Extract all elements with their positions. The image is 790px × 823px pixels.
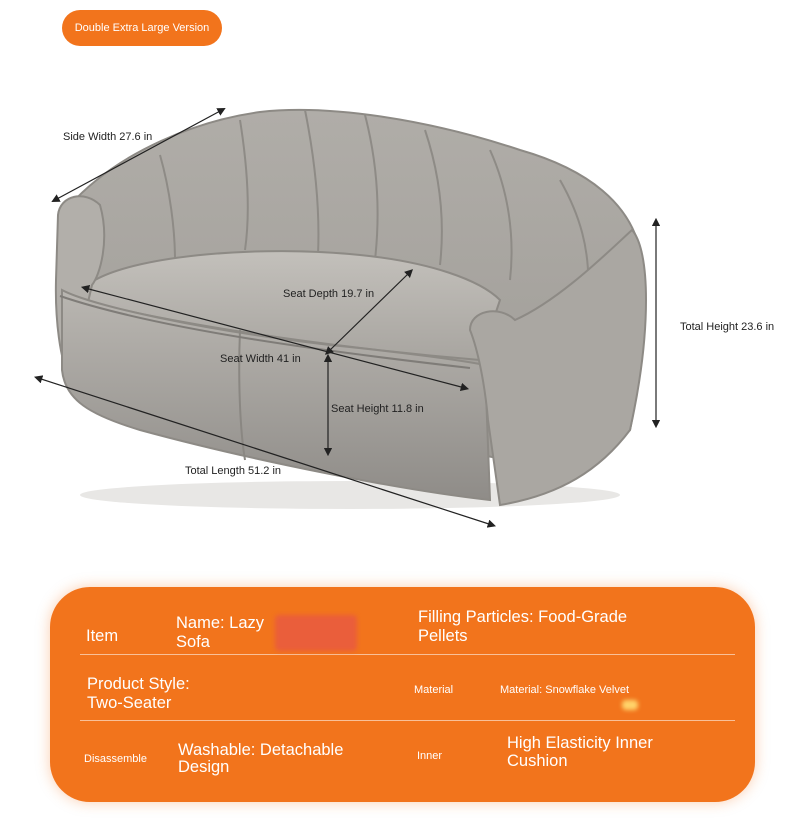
version-badge: Double Extra Large Version	[62, 10, 222, 46]
row-divider	[80, 720, 735, 721]
spec-value-name-line2: Sofa	[176, 633, 210, 651]
spec-washable-line2: Design	[178, 758, 230, 776]
spec-inner-key: Inner	[417, 750, 443, 762]
spec-table	[50, 587, 755, 802]
total-length-label: Total Length 51.2 in	[185, 465, 282, 477]
total-height-label: Total Height 23.6 in	[680, 321, 775, 333]
glare-spot	[622, 700, 638, 710]
spec-washable-line1: Washable: Detachable	[178, 741, 344, 759]
spec-material-value: Material: Snowflake Velvet	[500, 684, 630, 696]
spec-disassemble-label: Disassemble	[84, 753, 147, 765]
spec-filling-line2: Pellets	[418, 627, 468, 645]
spec-value-name-line1: Name: Lazy	[176, 614, 265, 632]
spec-inner-line1: High Elasticity Inner	[507, 734, 653, 752]
spec-style-line2: Two-Seater	[87, 694, 172, 712]
side-width-label: Side Width 27.6 in	[63, 131, 153, 143]
spec-label-item: Item	[86, 627, 119, 645]
seat-depth-label: Seat Depth 19.7 in	[283, 288, 375, 300]
seat-height-label: Seat Height 11.8 in	[331, 403, 424, 415]
spec-filling-line1: Filling Particles: Food-Grade	[418, 608, 628, 626]
seat-width-label: Seat Width 41 in	[220, 353, 301, 365]
spec-style-line1: Product Style:	[87, 675, 190, 693]
spec-inner-line2: Cushion	[507, 752, 568, 770]
blurred-patch	[275, 615, 357, 651]
spec-material-key: Material	[414, 684, 454, 696]
row-divider	[80, 654, 735, 655]
